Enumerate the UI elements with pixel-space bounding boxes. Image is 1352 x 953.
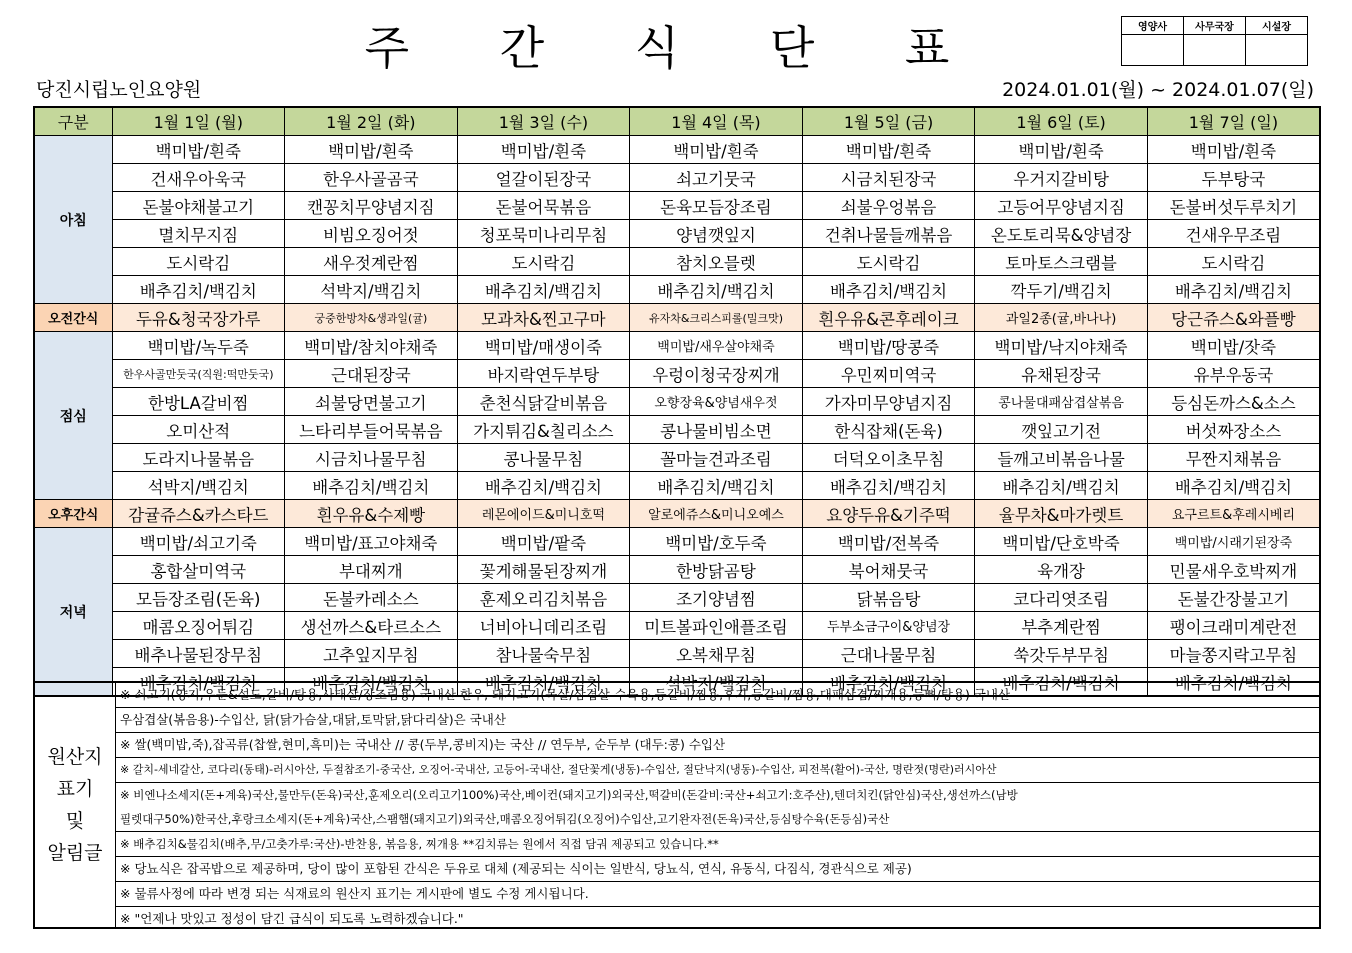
menu-cell: 생선까스&타르소스 (285, 612, 458, 640)
origin-notice (33, 681, 1321, 929)
menu-cell: 돈불야채불고기 (112, 192, 285, 220)
menu-cell: 새우젓계란찜 (285, 248, 458, 276)
header-row (34, 107, 1320, 136)
menu-cell: 백미밥/땅콩죽 (802, 332, 975, 360)
menu-cell: 육개장 (975, 556, 1148, 584)
menu-cell: 쇠불당면불고기 (285, 388, 458, 416)
snack-cell: 율무차&마가렛트 (975, 500, 1148, 528)
menu-cell: 배추김치/백김치 (1147, 668, 1320, 697)
menu-cell: 가지튀김&칠리소스 (457, 416, 630, 444)
menu-cell: 배추김치/백김치 (285, 668, 458, 697)
notice-line: 필렛대구50%)한국산,후랑크소세지(돈+계육)국산,스팸햄(돼지고기)외국산,매콤오징어튀김(오징어)수입산,고기완자전(돈육)국산,등심탕수육(돈등심)국산 (116, 807, 1319, 832)
menu-cell: 배추김치/백김치 (630, 472, 803, 500)
dinner-label: 저녁 (34, 528, 112, 697)
am_snack-label: 오전간식 (34, 304, 112, 332)
snack-cell: 흰우유&콘후레이크 (802, 304, 975, 332)
menu-cell: 석박지/백김치 (630, 668, 803, 697)
menu-row (34, 248, 1320, 276)
notice-line: ※ "언제나 맛있고 정성이 담긴 급식이 되도록 노력하겠습니다." (120, 911, 464, 926)
notice-line: ※ 물류사정에 따라 변경 되는 식재료의 원산지 표기는 게시판에 별도 수정 게시됩니다. (116, 882, 1319, 907)
approval-manager: 사무국장 (1184, 17, 1246, 35)
snack-cell: 흰우유&수제빵 (285, 500, 458, 528)
menu-cell: 근대된장국 (285, 360, 458, 388)
menu-cell: 배추김치/백김치 (802, 276, 975, 304)
menu-cell: 백미밥/시래기된장죽 (1147, 528, 1320, 556)
menu-cell: 돈불어묵볶음 (457, 192, 630, 220)
menu-cell: 깍두기/백김치 (975, 276, 1148, 304)
menu-cell: 배추김치/백김치 (1147, 472, 1320, 500)
menu-cell: 바지락연두부탕 (457, 360, 630, 388)
notice-lines (115, 683, 1319, 927)
menu-cell: 백미밥/전복죽 (802, 528, 975, 556)
am_snack-row (34, 304, 1320, 332)
menu-cell: 오미산적 (112, 416, 285, 444)
menu-cell: 가자미무양념지짐 (802, 388, 975, 416)
notice-label-line: 알림글 (47, 842, 103, 864)
menu-cell: 도시락김 (457, 248, 630, 276)
menu-cell: 돈불카레소스 (285, 584, 458, 612)
menu-cell: 청포묵미나리무침 (457, 220, 630, 248)
menu-cell: 백미밥/흰죽 (1147, 136, 1320, 164)
menu-cell: 백미밥/흰죽 (112, 136, 285, 164)
menu-cell: 들깨고비볶음나물 (975, 444, 1148, 472)
menu-row (34, 220, 1320, 248)
notice-line: ※ 배추김치&물김치(배추,무/고춧가루:국산)-반찬용, 볶음용, 찌개용 **김치류는 원에서 직접 담궈 제공되고 있습니다.** (116, 832, 1319, 857)
notice-line: 우삼겹살(볶음용)-수입산, 닭(닭가슴살,대닭,토막닭,닭다리살)은 국내산 (116, 708, 1319, 733)
menu-row (34, 528, 1320, 556)
menu-cell: 유부우동국 (1147, 360, 1320, 388)
lunch-label: 점심 (34, 332, 112, 500)
menu-cell: 한우사골곰국 (285, 164, 458, 192)
pm_snack-row (34, 500, 1320, 528)
menu-cell: 배추김치/백김치 (112, 668, 285, 697)
menu-cell: 콩나물무침 (457, 444, 630, 472)
menu-row (34, 276, 1320, 304)
menu-cell: 쇠고기뭇국 (630, 164, 803, 192)
header-category: 구분 (34, 107, 112, 136)
menu-cell: 돈불간장불고기 (1147, 584, 1320, 612)
approval-box (1121, 16, 1308, 66)
menu-cell: 온도토리묵&양념장 (975, 220, 1148, 248)
breakfast-label: 아침 (34, 136, 112, 304)
header-day: 1월 7일 (일) (1147, 107, 1320, 136)
menu-cell: 팽이크래미계란전 (1147, 612, 1320, 640)
notice-line: ※ 쌀(백미밥,죽),잡곡류(찹쌀,현미,흑미)는 국내산 // 콩(두부,콩비지)는 국산 // 연두부, 순두부 (대두:콩) 수입산 (116, 733, 1319, 758)
menu-cell: 석박지/백김치 (112, 472, 285, 500)
notice-label-line: 및 (65, 810, 85, 832)
menu-cell: 배추김치/백김치 (802, 668, 975, 697)
menu-cell: 백미밥/팥죽 (457, 528, 630, 556)
org-name: 당진시립노인요양원 (36, 79, 202, 101)
menu-cell: 돈불버섯두루치기 (1147, 192, 1320, 220)
menu-cell: 멸치무지짐 (112, 220, 285, 248)
menu-cell: 양념깻잎지 (630, 220, 803, 248)
menu-cell: 백미밥/녹두죽 (112, 332, 285, 360)
menu-row (34, 164, 1320, 192)
snack-cell: 궁중한방차&생과일(귤) (285, 304, 458, 332)
menu-cell: 배추김치/백김치 (975, 472, 1148, 500)
menu-cell: 배추김치/백김치 (112, 276, 285, 304)
menu-cell: 쑥갓두부무침 (975, 640, 1148, 668)
header-day: 1월 3일 (수) (457, 107, 630, 136)
snack-cell: 유자차&크리스피롤(밀크맛) (630, 304, 803, 332)
menu-cell: 배추김치/백김치 (975, 668, 1148, 697)
menu-cell: 두부소금구이&양념장 (802, 612, 975, 640)
menu-row (34, 584, 1320, 612)
snack-cell: 두유&청국장가루 (112, 304, 285, 332)
menu-period: 2024.01.01(월) ~ 2024.01.07(일) (1002, 79, 1314, 101)
menu-cell: 백미밥/표고야채죽 (285, 528, 458, 556)
menu-cell: 참치오믈렛 (630, 248, 803, 276)
menu-cell: 모듬장조림(돈육) (112, 584, 285, 612)
menu-cell: 닭볶음탕 (802, 584, 975, 612)
menu-cell: 건새우아욱국 (112, 164, 285, 192)
menu-cell: 매콤오징어튀김 (112, 612, 285, 640)
snack-cell: 감귤쥬스&카스타드 (112, 500, 285, 528)
menu-cell: 배추나물된장무침 (112, 640, 285, 668)
menu-row (34, 192, 1320, 220)
menu-cell: 배추김치/백김치 (1147, 276, 1320, 304)
menu-cell: 콩나물비빔소면 (630, 416, 803, 444)
menu-cell: 백미밥/단호박죽 (975, 528, 1148, 556)
header-day: 1월 1일 (월) (112, 107, 285, 136)
header-day: 1월 6일 (토) (975, 107, 1148, 136)
menu-cell: 고등어무양념지짐 (975, 192, 1148, 220)
notice-label (35, 683, 115, 927)
menu-cell: 시금치된장국 (802, 164, 975, 192)
menu-cell: 토마토스크램블 (975, 248, 1148, 276)
menu-cell: 등심돈까스&소스 (1147, 388, 1320, 416)
menu-cell: 돈육모듬장조림 (630, 192, 803, 220)
menu-cell: 배추김치/백김치 (457, 472, 630, 500)
menu-row (34, 556, 1320, 584)
menu-cell: 고추잎지무침 (285, 640, 458, 668)
menu-cell: 백미밥/새우살야채죽 (630, 332, 803, 360)
menu-cell: 얼갈이된장국 (457, 164, 630, 192)
notice-line: ※ 쇠고기(양지,우둔&설도,갈비/탕용,사태살/장조림용) 국내산 한우, 돼지고기(목살/삼겹살-수육용,등갈비/찜용,후지,등갈비/찜용,대패삼겹/찌개용,등뼈/탕용) 국내산 (116, 683, 1319, 708)
approval-sign-1 (1122, 35, 1184, 66)
menu-cell: 백미밥/쇠고기죽 (112, 528, 285, 556)
menu-cell: 배추김치/백김치 (285, 472, 458, 500)
menu-cell: 미트볼파인애플조림 (630, 612, 803, 640)
menu-cell: 백미밥/흰죽 (285, 136, 458, 164)
menu-cell: 한방LA갈비찜 (112, 388, 285, 416)
menu-cell: 배추김치/백김치 (457, 668, 630, 697)
menu-row (34, 640, 1320, 668)
menu-cell: 우렁이청국장찌개 (630, 360, 803, 388)
menu-cell: 조기양념찜 (630, 584, 803, 612)
menu-cell: 춘천식닭갈비볶음 (457, 388, 630, 416)
snack-cell: 요구르트&후레시베리 (1147, 500, 1320, 528)
menu-row (34, 472, 1320, 500)
menu-cell: 석박지/백김치 (285, 276, 458, 304)
header-day: 1월 2일 (화) (285, 107, 458, 136)
menu-cell: 도시락김 (1147, 248, 1320, 276)
pm_snack-label: 오후간식 (34, 500, 112, 528)
notice-line: ※ 비엔나소세지(돈+계육)국산,물만두(돈육)국산,훈제오리(오리고기100%)국산,베이컨(돼지고기)외국산,떡갈비(돈갈비:국산+쇠고기:호주산),텐더치킨(닭안심)국산,생선까스(남방 (120, 788, 1018, 802)
menu-cell: 캔꽁치무양념지짐 (285, 192, 458, 220)
notice-line: ※ 갈치-세네갈산, 코다리(동태)-러시아산, 두절참조기-중국산, 오징어-국내산, 고등어-국내산, 절단꽃게(냉동)-수입산, 절단낙지(냉동)-수입산, 피전복(활어)-국산, 명란젓(명란)러시아산 (116, 758, 1319, 783)
menu-row (34, 612, 1320, 640)
snack-cell: 레몬에이드&미니호떡 (457, 500, 630, 528)
menu-cell: 북어채뭇국 (802, 556, 975, 584)
weekly-menu-table (33, 106, 1321, 697)
menu-cell: 코다리엿조림 (975, 584, 1148, 612)
header-day: 1월 4일 (목) (630, 107, 803, 136)
notice-line: ※ 당뇨식은 잡곡밥으로 제공하며, 당이 많이 포함된 간식은 두유로 대체 (제공되는 식이는 일반식, 당뇨식, 연식, 유동식, 다짐식, 경관식으로 제공) (116, 857, 1319, 882)
menu-cell: 배추김치/백김치 (630, 276, 803, 304)
menu-cell: 더덕오이초무침 (802, 444, 975, 472)
snack-cell: 요양두유&기주떡 (802, 500, 975, 528)
menu-cell: 근대나물무침 (802, 640, 975, 668)
menu-row (34, 360, 1320, 388)
menu-cell: 민물새우호박찌개 (1147, 556, 1320, 584)
menu-cell: 느타리부들어묵볶음 (285, 416, 458, 444)
menu-cell: 배추김치/백김치 (802, 472, 975, 500)
menu-row (34, 136, 1320, 164)
menu-cell: 홍합살미역국 (112, 556, 285, 584)
menu-cell: 한식잡채(돈육) (802, 416, 975, 444)
menu-row (34, 332, 1320, 360)
approval-sign-2 (1184, 35, 1246, 66)
menu-cell: 백미밥/호두죽 (630, 528, 803, 556)
notice-label-line: 원산지 (47, 746, 103, 768)
menu-row (34, 444, 1320, 472)
menu-cell: 두부탕국 (1147, 164, 1320, 192)
menu-cell: 꽃게해물된장찌개 (457, 556, 630, 584)
menu-cell: 건취나물들깨볶음 (802, 220, 975, 248)
menu-cell: 시금치나물무침 (285, 444, 458, 472)
snack-cell: 과일2종(귤,바나나) (975, 304, 1148, 332)
menu-cell: 배추김치/백김치 (457, 276, 630, 304)
menu-cell: 부대찌개 (285, 556, 458, 584)
menu-cell: 훈제오리김치볶음 (457, 584, 630, 612)
menu-cell: 꼴마늘견과조림 (630, 444, 803, 472)
snack-cell: 모과차&찐고구마 (457, 304, 630, 332)
approval-dietitian: 영양사 (1122, 17, 1184, 35)
menu-cell: 비빔오징어젓 (285, 220, 458, 248)
menu-cell: 유채된장국 (975, 360, 1148, 388)
notice-label-line: 표기 (56, 778, 94, 800)
menu-cell: 백미밥/흰죽 (457, 136, 630, 164)
menu-cell: 쇠불우엉볶음 (802, 192, 975, 220)
menu-row (34, 388, 1320, 416)
menu-cell: 우민찌미역국 (802, 360, 975, 388)
menu-cell: 도시락김 (802, 248, 975, 276)
menu-row (34, 416, 1320, 444)
menu-cell: 건새우무조림 (1147, 220, 1320, 248)
menu-cell: 마늘쫑지락고무침 (1147, 640, 1320, 668)
menu-cell: 버섯짜장소스 (1147, 416, 1320, 444)
menu-cell: 깻잎고기전 (975, 416, 1148, 444)
menu-cell: 백미밥/참치야채죽 (285, 332, 458, 360)
menu-cell: 참나물숙무침 (457, 640, 630, 668)
menu-cell: 무짠지채볶음 (1147, 444, 1320, 472)
approval-director: 시설장 (1246, 17, 1308, 35)
menu-cell: 한우사골만둣국(직원:떡만둣국) (112, 360, 285, 388)
menu-cell: 백미밥/흰죽 (975, 136, 1148, 164)
approval-sign-3 (1246, 35, 1308, 66)
menu-cell: 백미밥/낙지야채죽 (975, 332, 1148, 360)
menu-cell: 도시락김 (112, 248, 285, 276)
menu-cell: 백미밥/잣죽 (1147, 332, 1320, 360)
snack-cell: 알로에쥬스&미니오예스 (630, 500, 803, 528)
header-day: 1월 5일 (금) (802, 107, 975, 136)
menu-cell: 너비아니데리조림 (457, 612, 630, 640)
menu-cell: 오향장육&양념새우젓 (630, 388, 803, 416)
menu-cell: 부추계란찜 (975, 612, 1148, 640)
menu-cell: 한방닭곰탕 (630, 556, 803, 584)
page-title: 주 간 식 단 표 (364, 21, 988, 75)
snack-cell: 당근쥬스&와플빵 (1147, 304, 1320, 332)
menu-cell: 콩나물대패삼겹살볶음 (975, 388, 1148, 416)
menu-cell: 도라지나물볶음 (112, 444, 285, 472)
menu-cell: 백미밥/흰죽 (630, 136, 803, 164)
menu-cell: 우거지갈비탕 (975, 164, 1148, 192)
menu-cell: 백미밥/흰죽 (802, 136, 975, 164)
menu-cell: 백미밥/매생이죽 (457, 332, 630, 360)
menu-cell: 오복채무침 (630, 640, 803, 668)
